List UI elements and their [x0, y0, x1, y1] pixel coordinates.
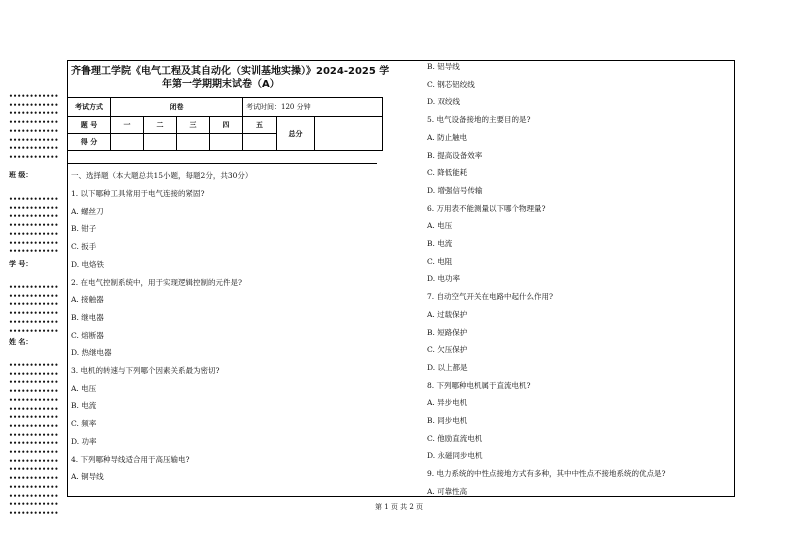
score-4[interactable]: [210, 134, 243, 151]
student-id-label: 学 号：: [9, 259, 33, 268]
section-heading: 一、选择题（本大题总共15小题，每题2分，共30分）: [71, 171, 253, 180]
dotted-cut-line: ••••••••••••: [9, 466, 59, 474]
dotted-cut-line: ••••••••••••: [9, 509, 59, 517]
dotted-cut-line: ••••••••••••: [9, 145, 59, 153]
dotted-cut-line: ••••••••••••: [9, 310, 59, 318]
option: B. 短路保护: [427, 327, 468, 337]
dotted-cut-line: ••••••••••••: [9, 457, 59, 465]
option: B. 电流: [427, 239, 453, 248]
option: C. 欠压保护: [427, 345, 468, 355]
score-3[interactable]: [177, 134, 210, 151]
exam-mode-label: 考试方式: [68, 98, 111, 117]
dotted-cut-line: ••••••••••••: [9, 136, 59, 144]
dotted-cut-line: ••••••••••••: [9, 388, 59, 396]
dotted-cut-line: ••••••••••••: [9, 379, 59, 387]
page-footer: 第 1 页 共 2 页: [375, 503, 424, 511]
divider: [67, 163, 377, 164]
option: C. 钢芯铝绞线: [427, 79, 475, 89]
item-2: 二: [144, 117, 177, 134]
dotted-cut-line: ••••••••••••: [9, 239, 59, 247]
score-2[interactable]: [144, 134, 177, 151]
option: A. 防止触电: [427, 132, 468, 142]
item-1: 一: [111, 117, 144, 134]
dotted-cut-line: ••••••••••••: [9, 327, 59, 335]
option: D. 热继电器: [71, 348, 112, 358]
dotted-cut-line: ••••••••••••: [9, 440, 59, 448]
exam-mode: 闭卷: [111, 98, 243, 117]
option: A. 铜导线: [71, 472, 104, 482]
option: A. 电压: [71, 383, 97, 393]
item-5: 五: [243, 117, 277, 134]
dotted-cut-line: ••••••••••••: [9, 318, 59, 326]
total-label: 总分: [277, 117, 315, 151]
dotted-cut-line: ••••••••••••: [9, 101, 59, 109]
dotted-cut-line: ••••••••••••: [9, 292, 59, 300]
dotted-cut-line: ••••••••••••: [9, 110, 59, 118]
dotted-cut-line: ••••••••••••: [9, 396, 59, 404]
dotted-cut-line: ••••••••••••: [9, 475, 59, 483]
dotted-cut-line: ••••••••••••: [9, 153, 59, 161]
option: C. 降低能耗: [427, 168, 468, 178]
option: D. 永磁同步电机: [427, 451, 483, 461]
question: 2. 在电气控制系统中，用于实现逻辑控制的元件是?: [71, 277, 243, 287]
dotted-cut-line: ••••••••••••: [9, 284, 59, 291]
dotted-cut-line: ••••••••••••: [9, 230, 59, 238]
dotted-cut-line: ••••••••••••: [9, 492, 59, 500]
option: C. 扳手: [71, 242, 97, 252]
dotted-cut-line: ••••••••••••: [9, 449, 59, 456]
option: A. 接触器: [71, 295, 104, 305]
exam-title-line1: 齐鲁理工学院《电气工程及其自动化（实训基地实操）》2024-2025 学: [71, 66, 390, 77]
option: A. 电压: [427, 221, 453, 231]
question: 9. 电力系统的中性点接地方式有多种，其中中性点不接地系统的优点是?: [427, 469, 666, 479]
option: B. 提高设备效率: [427, 150, 483, 160]
option: D. 以上都是: [427, 362, 468, 372]
item-4: 四: [210, 117, 243, 134]
option: B. 铝导线: [427, 62, 460, 71]
dotted-cut-line: ••••••••••••: [9, 362, 59, 369]
option: A. 螺丝刀: [71, 206, 104, 216]
option: D. 功率: [71, 436, 97, 446]
dotted-cut-line: ••••••••••••: [9, 422, 59, 430]
option: B. 钳子: [71, 224, 97, 234]
question: 6. 万用表不能测量以下哪个物理量?: [427, 203, 546, 213]
option: C. 熔断器: [71, 330, 104, 340]
dotted-cut-line: ••••••••••••: [9, 213, 59, 221]
option: C. 频率: [71, 419, 97, 429]
option: B. 电流: [71, 401, 97, 411]
dotted-cut-line: ••••••••••••: [9, 248, 59, 256]
dotted-cut-line: ••••••••••••: [9, 119, 59, 127]
item-3: 三: [177, 117, 210, 134]
class-label: 班 级：: [9, 170, 33, 179]
question: 7. 自动空气开关在电路中起什么作用?: [427, 292, 554, 302]
option: A. 可靠性高: [427, 486, 468, 496]
dotted-cut-line: ••••••••••••: [9, 204, 59, 212]
exam-title-line2: 年第一学期期末试卷（A）: [162, 79, 280, 90]
option: A. 异步电机: [427, 398, 468, 408]
score-1[interactable]: [111, 134, 144, 151]
option: B. 同步电机: [427, 416, 468, 425]
score-table: [67, 97, 383, 151]
option: C. 电阻: [427, 256, 453, 266]
question: 1. 以下哪种工具常用于电气连接的紧固?: [71, 189, 205, 198]
total-score[interactable]: [315, 117, 383, 151]
dotted-cut-line: ••••••••••••: [9, 431, 59, 439]
question: 5. 电气设备接地的主要目的是?: [427, 115, 531, 125]
exam-time: 考试时间：120 分钟: [243, 98, 383, 117]
score-label: 得 分: [68, 134, 111, 151]
option: D. 电烙铁: [71, 259, 105, 269]
option: B. 继电器: [71, 312, 104, 322]
option: C. 他励直流电机: [427, 433, 483, 443]
question: 8. 下列哪种电机属于直流电机?: [427, 380, 531, 390]
dotted-cut-line: ••••••••••••: [9, 127, 59, 135]
score-5[interactable]: [243, 134, 277, 151]
option: D. 双绞线: [427, 97, 461, 107]
dotted-cut-line: ••••••••••••: [9, 301, 59, 309]
name-label: 姓 名：: [9, 337, 33, 346]
dotted-cut-line: ••••••••••••: [9, 93, 59, 100]
question: 3. 电机的转速与下列哪个因素关系最为密切?: [71, 366, 220, 375]
dotted-cut-line: ••••••••••••: [9, 222, 59, 230]
option: D. 电功率: [427, 274, 461, 284]
dotted-cut-line: ••••••••••••: [9, 414, 59, 422]
dotted-cut-line: ••••••••••••: [9, 483, 59, 491]
item-label: 题 号: [68, 117, 111, 134]
dotted-cut-line: ••••••••••••: [9, 196, 59, 203]
dotted-cut-line: ••••••••••••: [9, 405, 59, 413]
dotted-cut-line: ••••••••••••: [9, 501, 59, 509]
option: A. 过载保护: [427, 309, 468, 319]
question: 4. 下列哪种导线适合用于高压输电?: [71, 454, 190, 464]
option: D. 增强信号传输: [427, 185, 483, 195]
dotted-cut-line: ••••••••••••: [9, 370, 59, 378]
